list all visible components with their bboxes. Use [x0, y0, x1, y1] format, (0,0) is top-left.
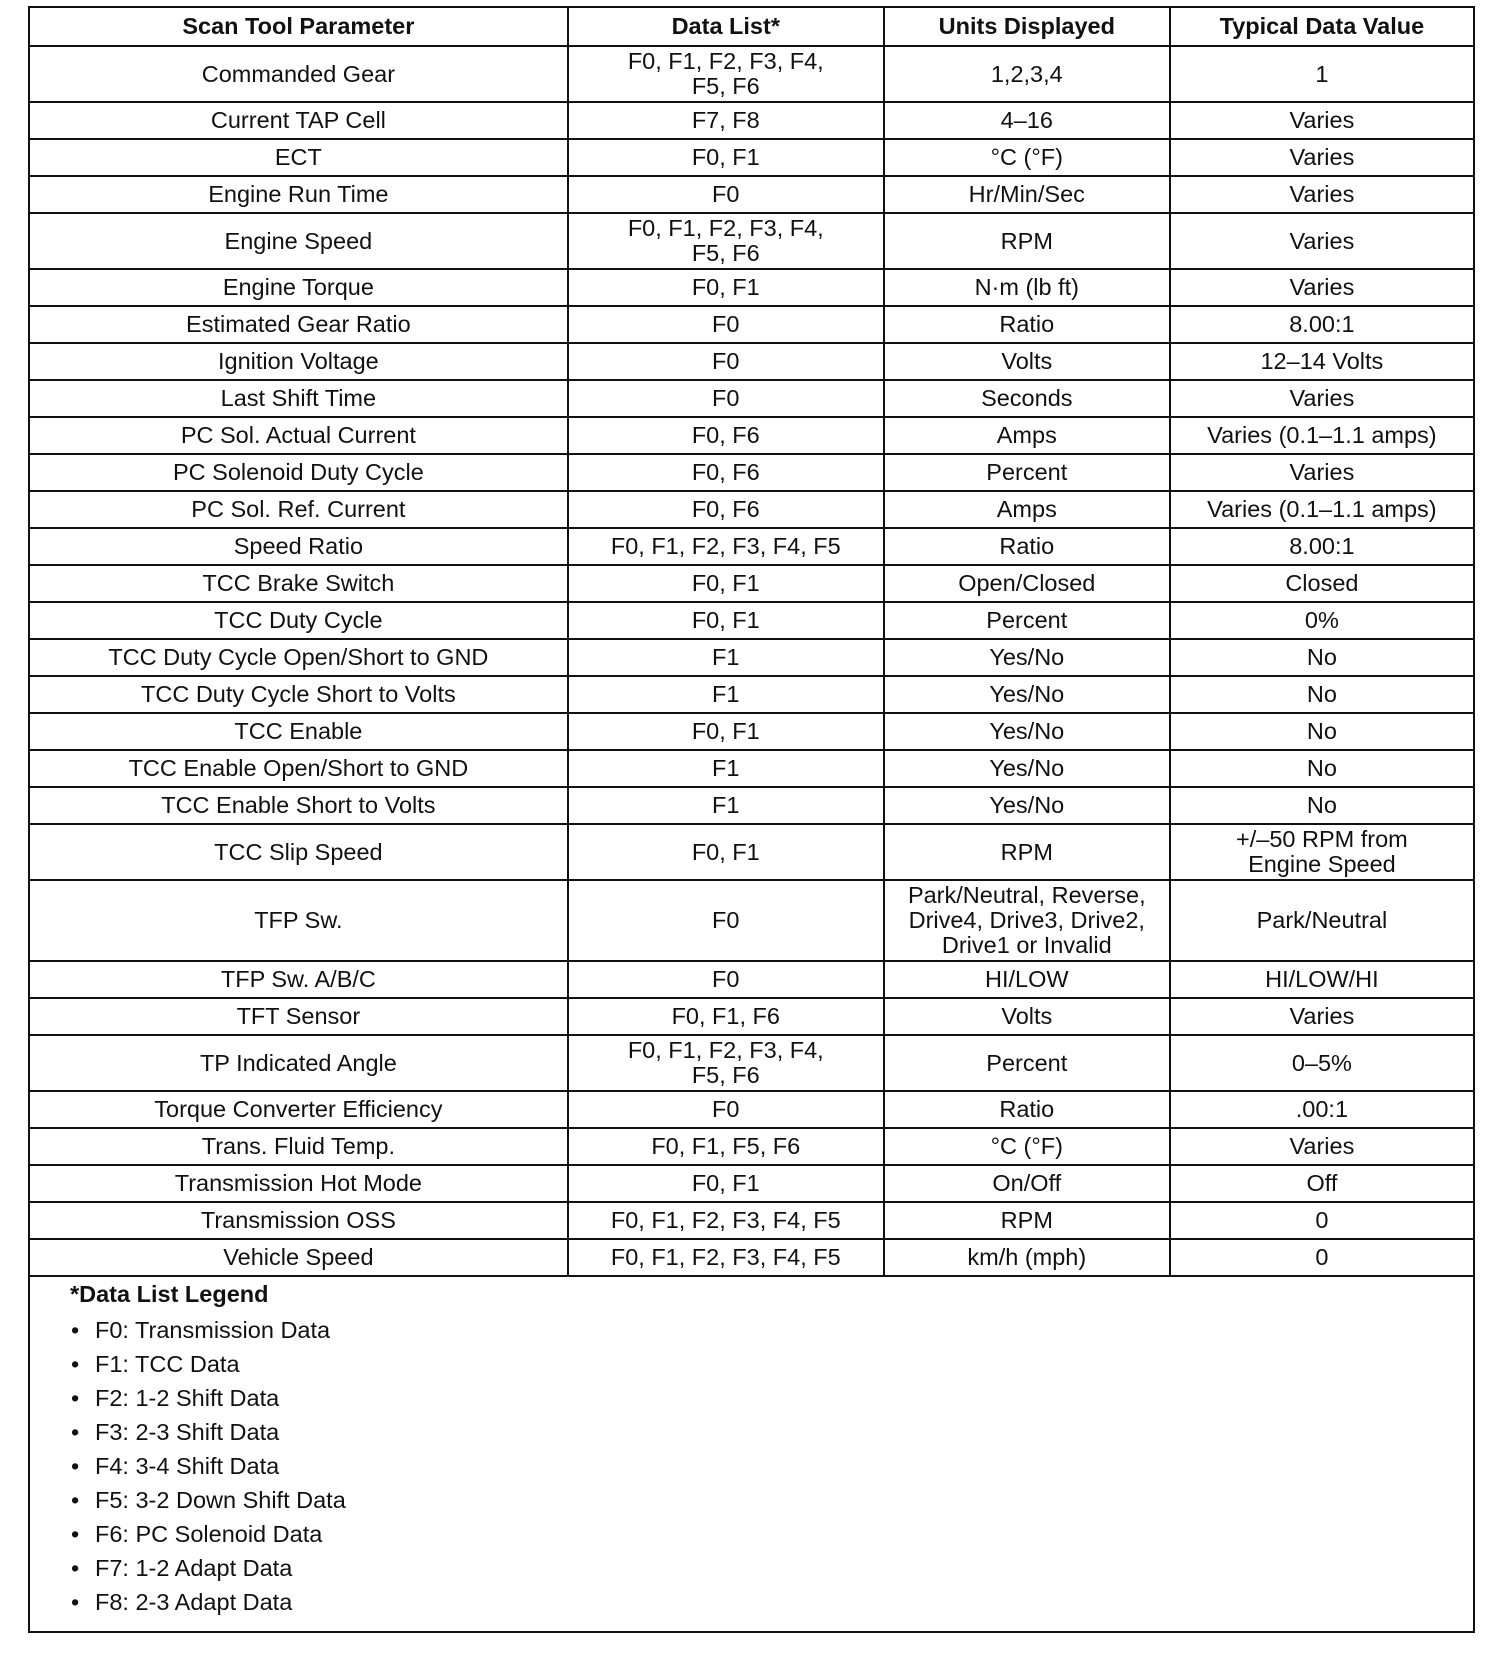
parameter-cell: ECT — [30, 139, 568, 176]
table-row — [30, 139, 1473, 176]
units-cell: Yes/No — [884, 750, 1170, 787]
units-cell: RPM — [884, 1202, 1170, 1239]
legend-item-text: F2: 1-2 Shift Data — [95, 1385, 280, 1411]
table-row — [30, 750, 1473, 787]
bullet-icon: • — [71, 1385, 80, 1411]
legend-item-text: F0: Transmission Data — [95, 1317, 331, 1343]
typical-value-cell: 0 — [1170, 1202, 1473, 1239]
units-cell: Percent — [884, 1035, 1170, 1091]
typical-value-cell: Off — [1170, 1165, 1473, 1202]
units-cell: Ratio — [884, 528, 1170, 565]
data-list-cell: F7, F8 — [568, 102, 884, 139]
typical-value-cell: HI/LOW/HI — [1170, 961, 1473, 998]
parameter-cell: TCC Slip Speed — [30, 824, 568, 880]
data-list-cell: F0 — [568, 961, 884, 998]
typical-value-cell: Varies — [1170, 139, 1473, 176]
parameter-cell: Last Shift Time — [30, 380, 568, 417]
data-list-cell: F0, F1, F2, F3, F4, F5, F6 — [568, 46, 884, 102]
table-row — [30, 961, 1473, 998]
data-list-cell: F0 — [568, 343, 884, 380]
units-cell: Percent — [884, 602, 1170, 639]
typical-value-cell: Closed — [1170, 565, 1473, 602]
typical-value-cell: No — [1170, 676, 1473, 713]
table-row — [30, 102, 1473, 139]
table-row — [30, 824, 1473, 880]
parameter-cell: TCC Duty Cycle — [30, 602, 568, 639]
parameter-cell: Commanded Gear — [30, 46, 568, 102]
table-row — [30, 713, 1473, 750]
typical-value-cell: Varies (0.1–1.1 amps) — [1170, 491, 1473, 528]
data-list-cell: F0, F1 — [568, 1165, 884, 1202]
bullet-icon: • — [71, 1555, 80, 1581]
units-cell: °C (°F) — [884, 1128, 1170, 1165]
typical-value-cell: 8.00:1 — [1170, 306, 1473, 343]
parameter-cell: Current TAP Cell — [30, 102, 568, 139]
typical-value-cell: No — [1170, 713, 1473, 750]
data-list-cell: F0, F1 — [568, 565, 884, 602]
table-row — [30, 417, 1473, 454]
units-cell: Park/Neutral, Reverse, Drive4, Drive3, Drive2, Drive1 or Invalid — [884, 880, 1170, 961]
legend-item — [70, 1347, 1473, 1381]
typical-value-cell: 12–14 Volts — [1170, 343, 1473, 380]
data-list-cell: F1 — [568, 639, 884, 676]
parameter-cell: TCC Enable — [30, 713, 568, 750]
data-list-cell: F0, F1, F2, F3, F4, F5 — [568, 1239, 884, 1275]
typical-value-cell: Varies — [1170, 269, 1473, 306]
parameter-cell: Engine Run Time — [30, 176, 568, 213]
data-list-cell: F0, F1, F5, F6 — [568, 1128, 884, 1165]
legend-item-text: F3: 2-3 Shift Data — [95, 1419, 280, 1445]
bullet-icon: • — [71, 1521, 80, 1547]
data-list-cell: F0 — [568, 380, 884, 417]
parameter-cell: Ignition Voltage — [30, 343, 568, 380]
header-data-list: Data List* — [568, 8, 884, 46]
units-cell: Open/Closed — [884, 565, 1170, 602]
table-row — [30, 1035, 1473, 1091]
parameter-cell: TP Indicated Angle — [30, 1035, 568, 1091]
legend-item — [70, 1449, 1473, 1483]
parameter-cell: Speed Ratio — [30, 528, 568, 565]
units-cell: 4–16 — [884, 102, 1170, 139]
table-row — [30, 676, 1473, 713]
units-cell: Yes/No — [884, 676, 1170, 713]
table-row — [30, 269, 1473, 306]
data-list-cell: F0, F1, F2, F3, F4, F5 — [568, 1202, 884, 1239]
typical-value-cell: +/–50 RPM from Engine Speed — [1170, 824, 1473, 880]
table-row — [30, 1128, 1473, 1165]
legend-item-text: F5: 3-2 Down Shift Data — [95, 1487, 346, 1513]
data-list-cell: F0, F1, F2, F3, F4, F5 — [568, 528, 884, 565]
table-row — [30, 787, 1473, 824]
units-cell: Percent — [884, 454, 1170, 491]
data-list-cell: F0 — [568, 880, 884, 961]
units-cell: Amps — [884, 491, 1170, 528]
typical-value-cell: Varies — [1170, 176, 1473, 213]
data-list-cell: F1 — [568, 750, 884, 787]
data-list-cell: F0 — [568, 306, 884, 343]
bullet-icon: • — [71, 1317, 80, 1343]
legend-item — [70, 1381, 1473, 1415]
typical-value-cell: Varies — [1170, 1128, 1473, 1165]
table-body — [30, 46, 1473, 1275]
table-row — [30, 880, 1473, 961]
legend-item-text: F7: 1-2 Adapt Data — [95, 1555, 293, 1581]
typical-value-cell: 8.00:1 — [1170, 528, 1473, 565]
table-row — [30, 1165, 1473, 1202]
legend-item — [70, 1551, 1473, 1585]
table-row — [30, 213, 1473, 269]
units-cell: Volts — [884, 343, 1170, 380]
table-row — [30, 491, 1473, 528]
table-row — [30, 528, 1473, 565]
bullet-icon: • — [71, 1453, 80, 1479]
header-units-displayed: Units Displayed — [884, 8, 1170, 46]
data-list-cell: F0, F1, F2, F3, F4, F5, F6 — [568, 213, 884, 269]
parameter-cell: PC Sol. Ref. Current — [30, 491, 568, 528]
data-list-cell: F0, F1 — [568, 713, 884, 750]
legend-item — [70, 1313, 1473, 1347]
parameter-cell: Transmission OSS — [30, 1202, 568, 1239]
typical-value-cell: No — [1170, 787, 1473, 824]
parameter-cell: TCC Duty Cycle Open/Short to GND — [30, 639, 568, 676]
table-row — [30, 380, 1473, 417]
typical-value-cell: .00:1 — [1170, 1091, 1473, 1128]
data-list-cell: F1 — [568, 676, 884, 713]
bullet-icon: • — [71, 1351, 80, 1377]
parameter-cell: Estimated Gear Ratio — [30, 306, 568, 343]
parameter-cell: TCC Duty Cycle Short to Volts — [30, 676, 568, 713]
data-list-cell: F0, F1 — [568, 139, 884, 176]
table-row — [30, 602, 1473, 639]
legend-item-text: F6: PC Solenoid Data — [95, 1521, 323, 1547]
units-cell: Amps — [884, 417, 1170, 454]
legend-item — [70, 1415, 1473, 1449]
bullet-icon: • — [71, 1589, 80, 1615]
legend-item-text: F1: TCC Data — [95, 1351, 240, 1377]
data-list-cell: F0 — [568, 176, 884, 213]
parameter-cell: Vehicle Speed — [30, 1239, 568, 1275]
table-row — [30, 565, 1473, 602]
table-row — [30, 343, 1473, 380]
typical-value-cell: 0% — [1170, 602, 1473, 639]
data-list-cell: F0, F6 — [568, 491, 884, 528]
data-list-cell: F0, F1 — [568, 824, 884, 880]
table-row — [30, 176, 1473, 213]
table-row — [30, 1202, 1473, 1239]
units-cell: Yes/No — [884, 639, 1170, 676]
parameter-cell: TCC Enable Open/Short to GND — [30, 750, 568, 787]
parameter-cell: Trans. Fluid Temp. — [30, 1128, 568, 1165]
units-cell: Ratio — [884, 306, 1170, 343]
table-row — [30, 639, 1473, 676]
parameter-cell: PC Sol. Actual Current — [30, 417, 568, 454]
parameter-cell: TFP Sw. A/B/C — [30, 961, 568, 998]
units-cell: Yes/No — [884, 713, 1170, 750]
typical-value-cell: No — [1170, 750, 1473, 787]
parameter-cell: Engine Torque — [30, 269, 568, 306]
data-list-legend — [30, 1275, 1473, 1631]
typical-value-cell: 0 — [1170, 1239, 1473, 1275]
data-list-cell: F0, F1, F6 — [568, 998, 884, 1035]
parameter-cell: Transmission Hot Mode — [30, 1165, 568, 1202]
units-cell: RPM — [884, 824, 1170, 880]
header-scan-tool-parameter: Scan Tool Parameter — [30, 8, 568, 46]
data-list-cell: F0, F1, F2, F3, F4, F5, F6 — [568, 1035, 884, 1091]
data-list-cell: F0 — [568, 1091, 884, 1128]
parameter-cell: TCC Brake Switch — [30, 565, 568, 602]
legend-item — [70, 1585, 1473, 1619]
parameter-cell: TCC Enable Short to Volts — [30, 787, 568, 824]
table-row — [30, 998, 1473, 1035]
typical-value-cell: 0–5% — [1170, 1035, 1473, 1091]
data-list-cell: F0, F6 — [568, 454, 884, 491]
legend-list — [70, 1313, 1473, 1619]
legend-item — [70, 1483, 1473, 1517]
units-cell: On/Off — [884, 1165, 1170, 1202]
typical-value-cell: Varies — [1170, 380, 1473, 417]
scan-tool-data-document — [28, 6, 1475, 1633]
typical-value-cell: Park/Neutral — [1170, 880, 1473, 961]
data-list-cell: F1 — [568, 787, 884, 824]
parameter-cell: TFP Sw. — [30, 880, 568, 961]
units-cell: Yes/No — [884, 787, 1170, 824]
table-row — [30, 1239, 1473, 1275]
bullet-icon: • — [71, 1487, 80, 1513]
legend-item-text: F4: 3-4 Shift Data — [95, 1453, 280, 1479]
data-list-cell: F0, F1 — [568, 602, 884, 639]
legend-title: *Data List Legend — [70, 1281, 269, 1307]
data-list-cell: F0, F6 — [568, 417, 884, 454]
units-cell: HI/LOW — [884, 961, 1170, 998]
typical-value-cell: Varies — [1170, 213, 1473, 269]
parameter-cell: PC Solenoid Duty Cycle — [30, 454, 568, 491]
header-typical-data-value: Typical Data Value — [1170, 8, 1473, 46]
data-list-cell: F0, F1 — [568, 269, 884, 306]
legend-item — [70, 1517, 1473, 1551]
units-cell: Hr/Min/Sec — [884, 176, 1170, 213]
units-cell: Seconds — [884, 380, 1170, 417]
units-cell: RPM — [884, 213, 1170, 269]
units-cell: km/h (mph) — [884, 1239, 1170, 1275]
typical-value-cell: 1 — [1170, 46, 1473, 102]
scan-tool-data-table — [30, 8, 1473, 1275]
typical-value-cell: Varies — [1170, 454, 1473, 491]
typical-value-cell: Varies (0.1–1.1 amps) — [1170, 417, 1473, 454]
parameter-cell: TFT Sensor — [30, 998, 568, 1035]
typical-value-cell: Varies — [1170, 102, 1473, 139]
legend-item-text: F8: 2-3 Adapt Data — [95, 1589, 293, 1615]
parameter-cell: Torque Converter Efficiency — [30, 1091, 568, 1128]
table-row — [30, 306, 1473, 343]
units-cell: Volts — [884, 998, 1170, 1035]
units-cell: N·m (lb ft) — [884, 269, 1170, 306]
units-cell: Ratio — [884, 1091, 1170, 1128]
typical-value-cell: Varies — [1170, 998, 1473, 1035]
bullet-icon: • — [71, 1419, 80, 1445]
table-header-row — [30, 8, 1473, 46]
table-row — [30, 46, 1473, 102]
typical-value-cell: No — [1170, 639, 1473, 676]
units-cell: °C (°F) — [884, 139, 1170, 176]
table-row — [30, 1091, 1473, 1128]
units-cell: 1,2,3,4 — [884, 46, 1170, 102]
parameter-cell: Engine Speed — [30, 213, 568, 269]
table-row — [30, 454, 1473, 491]
